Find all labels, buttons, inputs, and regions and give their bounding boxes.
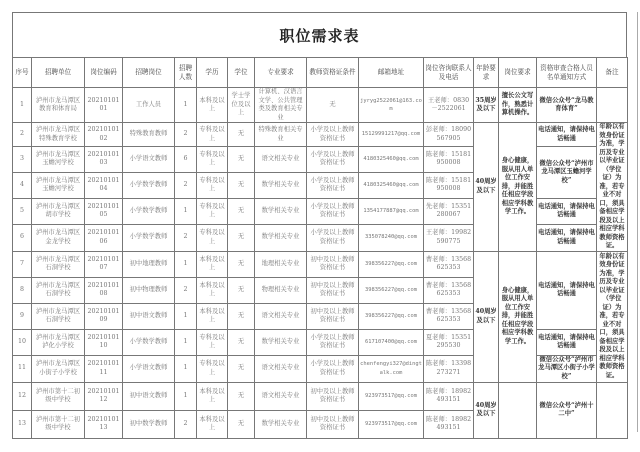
cell-post: 小学数学教师 bbox=[123, 172, 175, 198]
cell-certificate: 小学及以上教师资格证书 bbox=[307, 198, 359, 224]
cell-major: 特殊教育相关专业 bbox=[255, 123, 307, 147]
cell-count: 2 bbox=[175, 277, 197, 303]
table-row bbox=[13, 251, 628, 277]
cell-post: 初中物理教师 bbox=[123, 277, 175, 303]
cell-unit: 泸州市第十二初级中学校 bbox=[32, 382, 85, 410]
table-row bbox=[13, 382, 628, 410]
col-header-notification: 资格审查合格人员名单通知方式 bbox=[537, 58, 597, 88]
cell-age-group: 40周岁及以下 bbox=[474, 382, 499, 438]
cell-code: 2021010109 bbox=[85, 303, 123, 329]
cell-age-group: 40周岁及以下 bbox=[474, 251, 499, 382]
cell-contact: 先老师：15351280067 bbox=[424, 198, 474, 224]
cell-code: 2021010110 bbox=[85, 329, 123, 355]
header-row bbox=[13, 58, 628, 88]
cell-unit: 泸州市第十二初级中学校 bbox=[32, 410, 85, 438]
cell-count: 1 bbox=[175, 88, 197, 123]
cell-code: 2021010113 bbox=[85, 410, 123, 438]
cell-no: 11 bbox=[13, 355, 32, 382]
cell-post: 小学语文教师 bbox=[123, 147, 175, 173]
cell-email: 4180325460@qq.com bbox=[359, 172, 424, 198]
cell-education: 专科及以上 bbox=[197, 355, 228, 382]
cell-count: 2 bbox=[175, 410, 197, 438]
cell-degree: 无 bbox=[228, 147, 255, 173]
page-edge-line bbox=[637, 12, 638, 432]
cell-degree: 无 bbox=[228, 172, 255, 198]
cell-degree: 无 bbox=[228, 382, 255, 410]
cell-email: jyryg2522061@163.com bbox=[359, 88, 424, 123]
cell-notification: 电话通知，请保持电话畅通 bbox=[537, 224, 597, 251]
cell-no: 5 bbox=[13, 198, 32, 224]
cell-note-group: 年龄以有效身份证为准，学历及专业以毕业证（学位证）为准，若专业不对口，须具备相应学段及以上相应学科教师资格证。 bbox=[597, 251, 628, 382]
cell-certificate: 小学及以上教师资格证书 bbox=[307, 172, 359, 198]
cell-education: 专科及以上 bbox=[197, 147, 228, 173]
cell-contact: 夏老师：15351295530 bbox=[424, 329, 474, 355]
table-row bbox=[13, 123, 628, 147]
cell-degree: 无 bbox=[228, 277, 255, 303]
cell-count: 2 bbox=[175, 123, 197, 147]
col-header-job-requirement: 岗位要求 bbox=[499, 58, 537, 88]
cell-code: 2021010103 bbox=[85, 147, 123, 173]
cell-notification: 电话通知，请保持电话畅通 bbox=[537, 123, 597, 147]
cell-count: 2 bbox=[175, 172, 197, 198]
cell-post: 小学数学教师 bbox=[123, 198, 175, 224]
cell-major: 地理相关专业 bbox=[255, 251, 307, 277]
cell-email: 335078240@qq.com bbox=[359, 224, 424, 251]
cell-major: 数学相关专业 bbox=[255, 410, 307, 438]
cell-post: 工作人员 bbox=[123, 88, 175, 123]
cell-note-group bbox=[597, 382, 628, 438]
cell-age: 35周岁及以下 bbox=[474, 88, 499, 123]
cell-count: 6 bbox=[175, 147, 197, 173]
cell-unit: 泸州市龙马潭区玉蟾河学校 bbox=[32, 172, 85, 198]
cell-degree: 无 bbox=[228, 329, 255, 355]
cell-count: 1 bbox=[175, 355, 197, 382]
cell-major: 数学相关专业 bbox=[255, 172, 307, 198]
col-header-post: 招聘岗位 bbox=[123, 58, 175, 88]
cell-certificate: 无 bbox=[307, 88, 359, 123]
col-header-email: 邮箱地址 bbox=[359, 58, 424, 88]
cell-degree: 无 bbox=[228, 355, 255, 382]
col-header-major: 专业要求 bbox=[255, 58, 307, 88]
cell-major: 语文相关专业 bbox=[255, 355, 307, 382]
cell-no: 6 bbox=[13, 224, 32, 251]
cell-email: 398356227@qq.com bbox=[359, 251, 424, 277]
col-header-count: 招聘人数 bbox=[175, 58, 197, 88]
cell-notification: 电话通知，请保持电话畅通 bbox=[537, 251, 597, 329]
cell-age-group: 40周岁及以下 bbox=[474, 123, 499, 252]
cell-contact: 彭老师：18090567905 bbox=[424, 123, 474, 147]
cell-job-requirement-group bbox=[499, 382, 537, 438]
cell-major: 计算机、汉语言文学、公共管理类及教育相关专业 bbox=[255, 88, 307, 123]
cell-degree: 学士学位及以上 bbox=[228, 88, 255, 123]
cell-unit: 泸州市龙马潭区小街子小学校 bbox=[32, 355, 85, 382]
cell-no: 2 bbox=[13, 123, 32, 147]
cell-education: 本科及以上 bbox=[197, 382, 228, 410]
cell-code: 2021010112 bbox=[85, 382, 123, 410]
cell-contact: 曹老师：13568625353 bbox=[424, 251, 474, 277]
col-header-unit: 招聘单位 bbox=[32, 58, 85, 88]
cell-unit: 泸州市龙马潭区石洞学校 bbox=[32, 251, 85, 277]
cell-degree: 无 bbox=[228, 410, 255, 438]
cell-post: 小学数学教师 bbox=[123, 224, 175, 251]
cell-code: 2021010105 bbox=[85, 198, 123, 224]
cell-email: 398356227@qq.com bbox=[359, 277, 424, 303]
job-table bbox=[12, 57, 628, 439]
cell-email: 15129991217@qq.com bbox=[359, 123, 424, 147]
cell-education: 本科及以上 bbox=[197, 251, 228, 277]
cell-email: chenfengyi327@dingtalk.com bbox=[359, 355, 424, 382]
cell-code: 2021010104 bbox=[85, 172, 123, 198]
cell-count: 1 bbox=[175, 329, 197, 355]
cell-major: 语文相关专业 bbox=[255, 382, 307, 410]
cell-major: 数学相关专业 bbox=[255, 224, 307, 251]
cell-unit: 泸州市龙马潭区石洞学校 bbox=[32, 303, 85, 329]
cell-count: 1 bbox=[175, 251, 197, 277]
cell-note bbox=[597, 88, 628, 123]
cell-contact: 曹老师：13568625353 bbox=[424, 277, 474, 303]
cell-no: 13 bbox=[13, 410, 32, 438]
page-title: 职位需求表 bbox=[279, 26, 360, 45]
cell-job-requirement-group: 身心健康，服从用人单位工作安排，并能胜任相应学段相应学科教学工作。 bbox=[499, 123, 537, 252]
cell-email: 398356227@qq.com bbox=[359, 303, 424, 329]
cell-code: 2021010102 bbox=[85, 123, 123, 147]
cell-contact: 陈老师：15181950008 bbox=[424, 147, 474, 173]
cell-unit: 泸州市龙马潭区特殊教育学校 bbox=[32, 123, 85, 147]
cell-count: 1 bbox=[175, 303, 197, 329]
cell-major: 语文相关专业 bbox=[255, 303, 307, 329]
cell-notification: 微信公众号“泸州十二中” bbox=[537, 382, 597, 438]
cell-education: 专科及以上 bbox=[197, 224, 228, 251]
cell-certificate: 小学及以上教师资格证书 bbox=[307, 355, 359, 382]
cell-no: 4 bbox=[13, 172, 32, 198]
cell-major: 数学相关专业 bbox=[255, 329, 307, 355]
cell-major: 物理相关专业 bbox=[255, 277, 307, 303]
cell-notification: 微信公众号“泸州市龙马潭区小街子小学校” bbox=[537, 355, 597, 382]
cell-certificate: 小学及以上教师资格证书 bbox=[307, 147, 359, 173]
cell-degree: 无 bbox=[228, 303, 255, 329]
col-header-degree: 学位 bbox=[228, 58, 255, 88]
cell-code: 2021010111 bbox=[85, 355, 123, 382]
col-header-education: 学历 bbox=[197, 58, 228, 88]
cell-count: 2 bbox=[175, 224, 197, 251]
col-header-code: 岗位编码 bbox=[85, 58, 123, 88]
cell-certificate: 初中及以上教师资格证书 bbox=[307, 410, 359, 438]
cell-post: 初中地理教师 bbox=[123, 251, 175, 277]
cell-email: 923973517@qq.com bbox=[359, 410, 424, 438]
cell-degree: 无 bbox=[228, 224, 255, 251]
cell-job-requirement: 擅长公文写作，熟悉计算机操作。 bbox=[499, 88, 537, 123]
cell-certificate: 初中及以上教师资格证书 bbox=[307, 382, 359, 410]
cell-notification: 电话通知，请保持电话畅通 bbox=[537, 198, 597, 224]
job-requirements-sheet bbox=[12, 12, 627, 439]
cell-degree: 无 bbox=[228, 198, 255, 224]
cell-unit: 泸州市龙马潭区石洞学校 bbox=[32, 277, 85, 303]
cell-contact: 曹老师：13568625353 bbox=[424, 303, 474, 329]
cell-education: 本科及以上 bbox=[197, 277, 228, 303]
cell-count: 1 bbox=[175, 382, 197, 410]
cell-job-requirement-group: 身心健康，服从用人单位工作安排，并能胜任相应学段相应学科教学工作。 bbox=[499, 251, 537, 382]
cell-no: 10 bbox=[13, 329, 32, 355]
cell-major: 数学相关专业 bbox=[255, 198, 307, 224]
cell-contact: 王老师：19982590775 bbox=[424, 224, 474, 251]
cell-count: 1 bbox=[175, 198, 197, 224]
cell-email: 617107400@qq.com bbox=[359, 329, 424, 355]
col-header-no: 序号 bbox=[13, 58, 32, 88]
cell-no: 12 bbox=[13, 382, 32, 410]
cell-code: 2021010107 bbox=[85, 251, 123, 277]
col-header-contact: 岗位咨询联系人及电话 bbox=[424, 58, 474, 88]
cell-certificate: 初中及以上教师资格证书 bbox=[307, 277, 359, 303]
cell-education: 本科及以上 bbox=[197, 303, 228, 329]
cell-unit: 泸州市龙马潭区玉蟾河学校 bbox=[32, 147, 85, 173]
cell-code: 2021010108 bbox=[85, 277, 123, 303]
col-header-age: 年龄要求 bbox=[474, 58, 499, 88]
cell-notification: 微信公众号“龙马教育体育” bbox=[537, 88, 597, 123]
cell-email: 923973517@qq.com bbox=[359, 382, 424, 410]
cell-education: 专科及以上 bbox=[197, 198, 228, 224]
cell-certificate: 初中及以上教师资格证书 bbox=[307, 251, 359, 277]
cell-unit: 泸州市龙马潭区教育和体育局 bbox=[32, 88, 85, 123]
cell-notification: 微信公众号“泸州市龙马潭区玉蟾河学校” bbox=[537, 147, 597, 199]
cell-contact: 陈老师：15181950008 bbox=[424, 172, 474, 198]
cell-email: 4180325460@qq.com bbox=[359, 147, 424, 173]
cell-no: 1 bbox=[13, 88, 32, 123]
cell-education: 专科及以上 bbox=[197, 329, 228, 355]
cell-certificate: 初中及以上教师资格证书 bbox=[307, 303, 359, 329]
cell-no: 9 bbox=[13, 303, 32, 329]
cell-unit: 泸州市龙马潭区胡市学校 bbox=[32, 198, 85, 224]
cell-post: 特殊教育教师 bbox=[123, 123, 175, 147]
cell-unit: 泸州市龙马潭区金龙学校 bbox=[32, 224, 85, 251]
cell-education: 专科及以上 bbox=[197, 123, 228, 147]
cell-post: 初中数学教师 bbox=[123, 410, 175, 438]
cell-note-group: 年龄以有效身份证为准，学历及专业以毕业证（学位证）为准，若专业不对口，须具备相应学段及以上相应学科教师资格证。 bbox=[597, 123, 628, 252]
cell-contact: 王老师：0830－2522061 bbox=[424, 88, 474, 123]
cell-unit: 泸州市龙马潭区泸化小学校 bbox=[32, 329, 85, 355]
cell-no: 8 bbox=[13, 277, 32, 303]
cell-contact: 陈老师：18982493151 bbox=[424, 410, 474, 438]
cell-email: 1354177887@qq.com bbox=[359, 198, 424, 224]
cell-post: 初中语文教师 bbox=[123, 382, 175, 410]
title-row bbox=[12, 12, 627, 57]
cell-certificate: 小学及以上教师资格证书 bbox=[307, 329, 359, 355]
cell-contact: 陈老师：18982493151 bbox=[424, 382, 474, 410]
cell-no: 7 bbox=[13, 251, 32, 277]
cell-education: 专科及以上 bbox=[197, 172, 228, 198]
cell-notification: 电话通知，请保持电话畅通 bbox=[537, 329, 597, 355]
cell-code: 2021010101 bbox=[85, 88, 123, 123]
cell-post: 初中语文教师 bbox=[123, 303, 175, 329]
cell-major: 语文相关专业 bbox=[255, 147, 307, 173]
cell-education: 本科及以上 bbox=[197, 88, 228, 123]
cell-no: 3 bbox=[13, 147, 32, 173]
table-row bbox=[13, 88, 628, 123]
col-header-note: 备注 bbox=[597, 58, 628, 88]
cell-education: 本科及以上 bbox=[197, 410, 228, 438]
cell-degree: 无 bbox=[228, 251, 255, 277]
cell-contact: 陈老师：13398273271 bbox=[424, 355, 474, 382]
cell-certificate: 小学及以上教师资格证书 bbox=[307, 123, 359, 147]
cell-degree: 无 bbox=[228, 123, 255, 147]
cell-post: 小学数学教师 bbox=[123, 329, 175, 355]
col-header-certificate: 教师资格证条件 bbox=[307, 58, 359, 88]
cell-code: 2021010106 bbox=[85, 224, 123, 251]
cell-post: 小学语文教师 bbox=[123, 355, 175, 382]
cell-certificate: 小学及以上教师资格证书 bbox=[307, 224, 359, 251]
